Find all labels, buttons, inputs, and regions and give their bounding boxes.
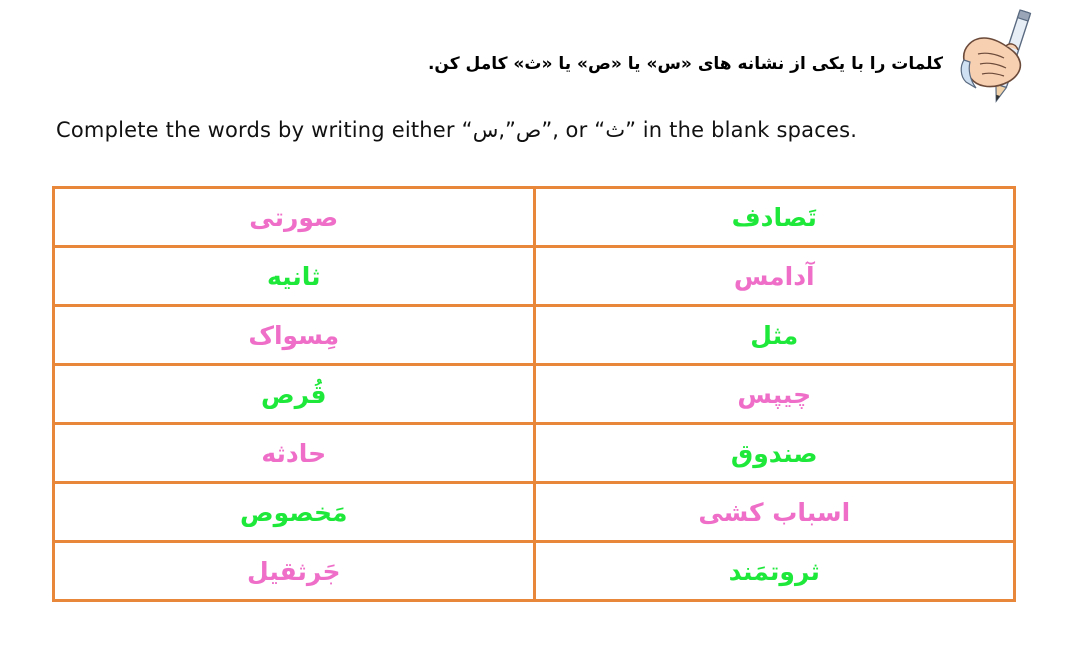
- table-row: [54, 365, 1015, 424]
- word-cell-right: [534, 365, 1015, 424]
- word: قُرص: [260, 379, 327, 409]
- word-cell-left: [54, 247, 535, 306]
- word: جَرثقیل: [247, 556, 341, 586]
- word: ثانیه: [266, 261, 321, 291]
- word: مَخصوص: [240, 497, 348, 527]
- table-row: [54, 247, 1015, 306]
- word: اسباب کشی: [698, 497, 851, 527]
- word-cell-right: [534, 247, 1015, 306]
- word-cell-right: [534, 542, 1015, 601]
- word-cell-left: [54, 365, 535, 424]
- word: مثل: [750, 320, 799, 350]
- table-row: [54, 424, 1015, 483]
- word-cell-right: [534, 483, 1015, 542]
- word-cell-right: [534, 188, 1015, 247]
- word: حادثه: [261, 438, 327, 468]
- table-row: [54, 542, 1015, 601]
- word-cell-left: [54, 424, 535, 483]
- table-row: [54, 306, 1015, 365]
- word: مِسواک: [248, 320, 340, 350]
- table-row: [54, 188, 1015, 247]
- table-row: [54, 483, 1015, 542]
- word-cell-left: [54, 188, 535, 247]
- word: تَصادف: [731, 202, 817, 232]
- word: صورتی: [249, 202, 339, 232]
- words-table: [52, 186, 1016, 602]
- word: صندوق: [730, 438, 818, 468]
- instruction-english: Complete the words by writing either “ص”,س”, or “ث” in the blank spaces.: [56, 118, 858, 142]
- instruction-persian: کلمات را با یکی از نشانه های «س» یا «ص» یا «ث» کامل کن.: [427, 54, 943, 74]
- word: ثروتمَند: [728, 556, 820, 586]
- word: آدامس: [733, 261, 815, 291]
- word-cell-left: [54, 483, 535, 542]
- word-cell-left: [54, 542, 535, 601]
- hand-writing-pencil-icon: [958, 8, 1038, 108]
- word-cell-left: [54, 306, 535, 365]
- word-cell-right: [534, 306, 1015, 365]
- word-cell-right: [534, 424, 1015, 483]
- word: چیپس: [737, 379, 812, 409]
